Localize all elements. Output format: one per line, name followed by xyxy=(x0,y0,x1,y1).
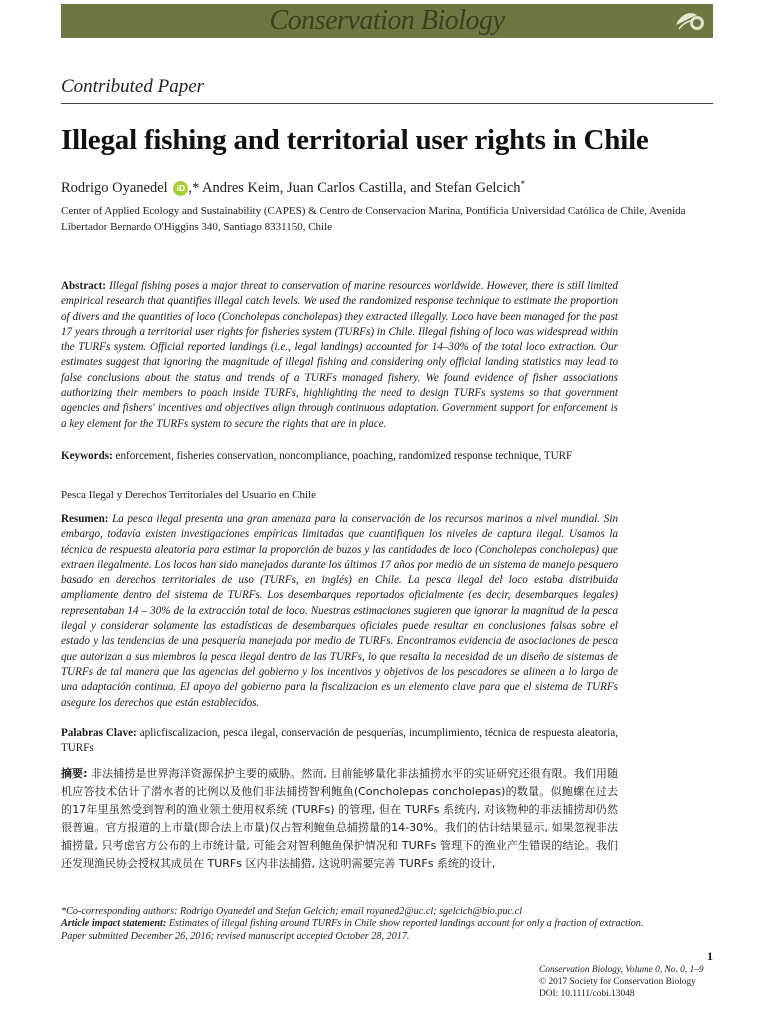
keywords-label: Keywords: xyxy=(61,450,113,462)
header-divider xyxy=(61,103,713,104)
impact-statement xyxy=(61,918,713,930)
author-first[interactable]: Rodrigo Oyanedel xyxy=(61,180,168,196)
journal-banner xyxy=(61,4,713,38)
author-rest: ,* Andres Keim, Juan Carlos Castilla, and Stefan Gelcich xyxy=(188,180,521,196)
resumen-text: La pesca ilegal presenta una gran amenaza para la conservación de los recursos marinos a nivel mundial. Sin embargo, todavía existen investigaciones empíricas limitadas que cuantifiquen los niveles de captura ilegal. Usamos la técnica de respuesta aleatoria para estimar la proporción de buzos y las cantidades de loco (Concholepas concholepas) que extraen ilegalmente. Los locos han sido manejados durante los últimos 17 años por medio de un sistema de manejo pesquero basado en derechos territoriales de uso (TURFs, en inglés) en Chile. La pesca ilegal del loco estaba distribuida ampliamente dentro del sistema de TURFs. Los desembarques reportados oficialmente (es decir, desembarques legales) representaban 14 – 30% de la extracción total de loco. Nuestras estimaciones sugieren que ignorar la magnitud de la pesca ilegal y considerar solamente las estadísticas de desembarques oficiales puede resultar en conclusiones falsas sobre el estado y las tendencias de una pesquería manejada por medio de TURFs. Encontramos evidencia de asociaciones de pesca que autorizan a sus miembros la pesca ilegal dentro de las TURFs, lo que resalta la necesidad de un diseño de sistemas de TURFs de tal manera que las agencias del gobierno y los incentivos y objetivos de los pescadores se alineen a lo largo de una adaptación continua. El apoyo del gobierno para la fiscalizacion es un elemento clave para que el sistema de TURFs asegure los derechos que están establecidos. xyxy=(61,513,618,709)
impact-label: Article impact statement: xyxy=(61,918,167,930)
journal-volume: Conservation Biology, Volume 0, No. 0, 1–9 xyxy=(539,965,704,975)
resumen xyxy=(61,512,618,711)
author-list xyxy=(61,179,713,197)
palabras-clave-label: Palabras Clave: xyxy=(61,727,137,739)
abstract-label: Abstract: xyxy=(61,280,106,292)
keywords-text: enforcement, fisheries conservation, noncompliance, poaching, randomized response technique, TURF xyxy=(115,450,573,462)
article-title: Illegal fishing and territorial user rights in Chile xyxy=(61,124,649,156)
chinese-abstract xyxy=(61,765,618,873)
section-label: Contributed Paper xyxy=(61,76,205,97)
abstract xyxy=(61,279,618,432)
page-number: 1 xyxy=(707,949,713,963)
journal-name: Conservation Biology xyxy=(269,5,505,36)
journal-info xyxy=(539,965,729,1000)
palabras-clave-text: aplicfiscalizacion, pesca ilegal, conservación de pesquerías, incumplimiento, técnica de respuesta aleatoria, TURFs xyxy=(61,727,618,755)
corresponding-mark: * xyxy=(520,179,526,189)
journal-copyright: © 2017 Society for Conservation Biology xyxy=(539,976,696,987)
footnotes xyxy=(61,906,713,943)
spanish-title: Pesca Ilegal y Derechos Territoriales del Usuario en Chile xyxy=(61,489,316,501)
abstract-text: Illegal fishing poses a major threat to conservation of marine resources worldwide. However, there is still limited empirical research that quantifies illegal catch levels. We used the randomized response technique to estimate the proportion of divers and the quantities of loco (Concholepas concholepas) they extracted illegally. Loco have been managed for the past 17 years through a territorial user rights for fisheries system (TURFs) in Chile. Illegal fishing of loco was widespread within the TURFs system. Official reported landings (i.e., legal landings) accounted for 14–30% of the total loco extraction. Our estimates suggest that ignoring the magnitude of illegal fishing and considering only official landing statistics may lead to false conclusions about the status and trends of a TURFs managed fishery. We found evidence of fisher associations authorizing their members to poach inside TURFs, highlighting the need to design TURFs systems so that government agencies and fishers' incentives and objectives align through continuous adaptation. Government support for enforcement is a key element for the TURFs system to secure the rights that are in place. xyxy=(61,280,618,430)
journal-doi[interactable]: DOI: 10.1111/cobi.13048 xyxy=(539,988,635,999)
affiliation: Center of Applied Ecology and Sustainability (CAPES) & Centro de Conservacion Marina, Pontificia Universidad Católica de Chile, Avenida Libertador Bernardo O'Higgins 340, Santiago 8331150, Chile xyxy=(61,205,686,233)
orcid-icon[interactable]: iD xyxy=(173,181,188,196)
submission-dates: Paper submitted December 26, 2016; revised manuscript accepted October 28, 2017. xyxy=(61,930,410,942)
chinese-abstract-text: 非法捕捞是世界海洋资源保护主要的威胁。然而, 目前能够量化非法捕捞水平的实证研究还很有限。我们用随机应答技术估计了潜水者的比例以及他们非法捕捞智利鲍鱼(Concholepas concholepas)的数量。似鲍螺在过去的17年里虽然受到智利的渔业领土使用权系统 (TURFs) 的管理, 但在 TURFs 系统内, 对该物种的非法捕捞却仍然很普遍。官方报道的上市量(即合法上市量)仅占智利鲍鱼总捕捞量的14-30%。我们的估计结果显示, 如果忽视非法捕捞量, 只考虑官方公布的上市统计量, 可能会对智利鲍鱼保护情况和 TURFs 管理下的渔业产生错误的结论。我们还发现渔民协会授权其成员在 TURFs 区内非法捕猎, 这说明需要完善 TURFs 系统的设计, xyxy=(61,767,618,870)
keywords xyxy=(61,449,618,464)
chinese-abstract-label: 摘要: xyxy=(61,767,88,780)
palabras-clave xyxy=(61,726,618,757)
journal-leaf-logo-icon xyxy=(673,7,707,35)
impact-text: Estimates of illegal fishing around TURFs in Chile show reported landings account for only a fraction of extraction. xyxy=(168,918,644,930)
corresponding-footnote: *Co-corresponding authors: Rodrigo Oyanedel and Stefan Gelcich; email royaned2@uc.cl; sgelcich@bio.puc.cl xyxy=(61,906,523,917)
resumen-label: Resumen: xyxy=(61,513,109,525)
